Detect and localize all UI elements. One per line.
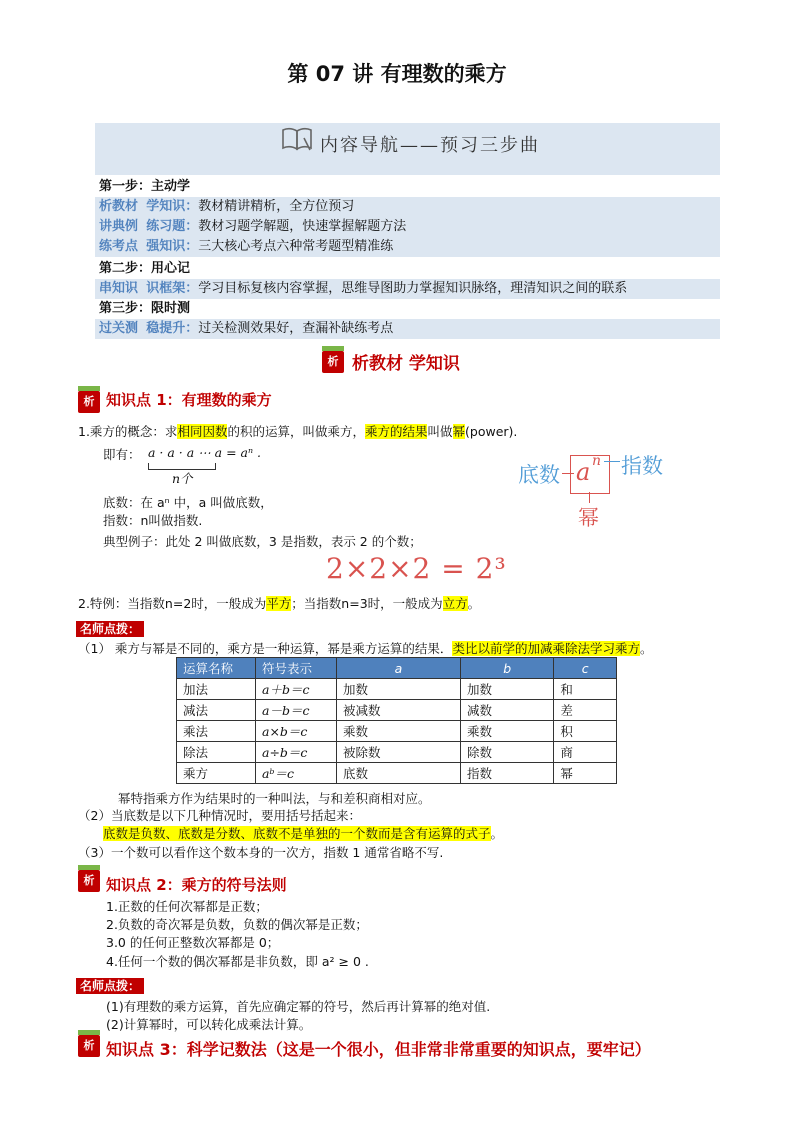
- table-cell: aᵇ＝c: [256, 763, 337, 784]
- kp2-title: 知识点 2：乘方的符号法则: [106, 876, 287, 894]
- diagram-power-label: 幂: [578, 506, 599, 530]
- diagram-sup: n: [592, 453, 602, 469]
- nav-row: 过关测 稳提升：过关检测效果好，查漏补缺练考点: [95, 319, 720, 339]
- table-header-row: [177, 658, 617, 679]
- table-header: 符号表示: [256, 658, 337, 679]
- table-cell: 加数: [337, 679, 461, 700]
- table-cell: 积: [554, 721, 617, 742]
- step3-title: 第三步：限时测: [95, 299, 720, 319]
- kp2-rule: 2.负数的奇次幂是负数，负数的偶次幂是正数；: [106, 917, 368, 932]
- step1-title: 第一步：主动学: [95, 177, 720, 197]
- table-header: b: [461, 658, 554, 679]
- table-cell: a×b＝c: [256, 721, 337, 742]
- nav-row: 析教材 学知识：教材精讲精析，全方位预习: [95, 197, 720, 217]
- table-row: [177, 700, 617, 721]
- kp2-rule: 3.0 的任何正整数次幂都是 0；: [106, 935, 280, 950]
- note3: （3）一个数可以看作这个数本身的一次方，指数 1 通常省略不写.: [78, 845, 444, 860]
- diagram-exp-label: 指数: [621, 454, 663, 478]
- count-label: n个: [172, 471, 193, 486]
- table-cell: 差: [554, 700, 617, 721]
- diagram-base-label: 底数: [518, 463, 560, 487]
- kp2-badge: 析: [78, 865, 100, 892]
- nav-title: 内容导航——预习三步曲: [320, 135, 540, 156]
- note2: （2）当底数是以下几种情况时，要用括号括起来：: [78, 808, 361, 823]
- table-cell: 指数: [461, 763, 554, 784]
- table-header: 运算名称: [177, 658, 256, 679]
- table-cell: 商: [554, 742, 617, 763]
- tip-badge: 名师点拨：: [76, 975, 144, 994]
- tip-badge: 名师点拨：: [76, 618, 144, 637]
- operations-table: [176, 657, 617, 784]
- table-cell: 乘数: [337, 721, 461, 742]
- table-row: [177, 742, 617, 763]
- nav-row: 串知识 识框架：学习目标复核内容掌握，思维导图助力掌握知识脉络，理清知识之间的联系: [95, 279, 720, 299]
- table-cell: a÷b＝c: [256, 742, 337, 763]
- exponent-definition: 指数：n叫做指数.: [103, 513, 203, 528]
- nav-row: 练考点 强知识：三大核心考点六种常考题型精准练: [95, 237, 720, 257]
- table-cell: 减数: [461, 700, 554, 721]
- note1: （1） 乘方与幂是不同的，乘方是一种运算，幂是乘方运算的结果．类比以前学的加减乘除法学习乘方。: [78, 641, 653, 656]
- step2-title: 第二步：用心记: [95, 259, 720, 279]
- kp1-definition: 1.乘方的概念：求相同因数的积的运算，叫做乘方，乘方的结果叫做幂(power).: [78, 424, 518, 439]
- big-formula: 2×2×2 = 2³: [326, 552, 507, 585]
- book-icon: [280, 124, 314, 154]
- kp1-title: 知识点 1：有理数的乘方: [106, 391, 272, 409]
- table-cell: 被减数: [337, 700, 461, 721]
- example-text: 典型例子：此处 2 叫做底数，3 是指数，表示 2 的个数；: [103, 534, 422, 549]
- page-title: 第 07 讲 有理数的乘方: [287, 62, 507, 86]
- kp2-rule: 4.任何一个数的偶次幂都是非负数，即 a² ≥ 0 .: [106, 954, 369, 969]
- table-cell: 乘方: [177, 763, 256, 784]
- base-definition: 底数：在 aⁿ 中，a 叫做底数，: [103, 495, 273, 510]
- kp3-badge: 析: [78, 1030, 100, 1057]
- table-cell: 乘法: [177, 721, 256, 742]
- nav-row: 讲典例 练习题：教材习题学解题，快速掌握解题方法: [95, 217, 720, 237]
- table-row: [177, 721, 617, 742]
- table-row: [177, 679, 617, 700]
- brace: [148, 463, 216, 470]
- product-formula: a · a · a ⋯ a = aⁿ .: [148, 445, 261, 460]
- section-badge: 析: [322, 346, 344, 373]
- table-cell: 加法: [177, 679, 256, 700]
- table-row: [177, 763, 617, 784]
- table-cell: 幂: [554, 763, 617, 784]
- table-header: a: [337, 658, 461, 679]
- section-title: 析教材 学知识: [352, 354, 460, 374]
- jiyou-label: 即有：: [103, 447, 141, 462]
- table-cell: 底数: [337, 763, 461, 784]
- table-cell: 除数: [461, 742, 554, 763]
- kp2-tip: (2)计算幂时，可以转化成乘法计算。: [106, 1017, 312, 1032]
- table-cell: 减法: [177, 700, 256, 721]
- kp1-badge: 析: [78, 386, 100, 413]
- table-cell: 被除数: [337, 742, 461, 763]
- special-case: 2.特例：当指数n=2时，一般成为平方；当指数n=3时，一般成为立方。: [78, 596, 481, 611]
- kp2-tip: (1)有理数的乘方运算，首先应确定幂的符号，然后再计算幂的绝对值.: [106, 999, 491, 1014]
- diagram-symbol: a: [576, 458, 591, 486]
- table-note: 幂特指乘方作为结果时的一种叫法，与和差积商相对应。: [118, 791, 431, 806]
- table-cell: 乘数: [461, 721, 554, 742]
- note2-highlight: 底数是负数、底数是分数、底数不是单独的一个数而是含有运算的式子。: [103, 826, 504, 841]
- table-cell: 加数: [461, 679, 554, 700]
- diagram-line-right: [604, 461, 620, 462]
- table-cell: a＋b＝c: [256, 679, 337, 700]
- table-header: c: [554, 658, 617, 679]
- table-cell: 除法: [177, 742, 256, 763]
- table-cell: a－b＝c: [256, 700, 337, 721]
- kp3-title: 知识点 3：科学记数法（这是一个很小，但非常非常重要的知识点，要牢记）: [106, 1040, 651, 1059]
- table-cell: 和: [554, 679, 617, 700]
- kp2-rule: 1.正数的任何次幂都是正数；: [106, 899, 268, 914]
